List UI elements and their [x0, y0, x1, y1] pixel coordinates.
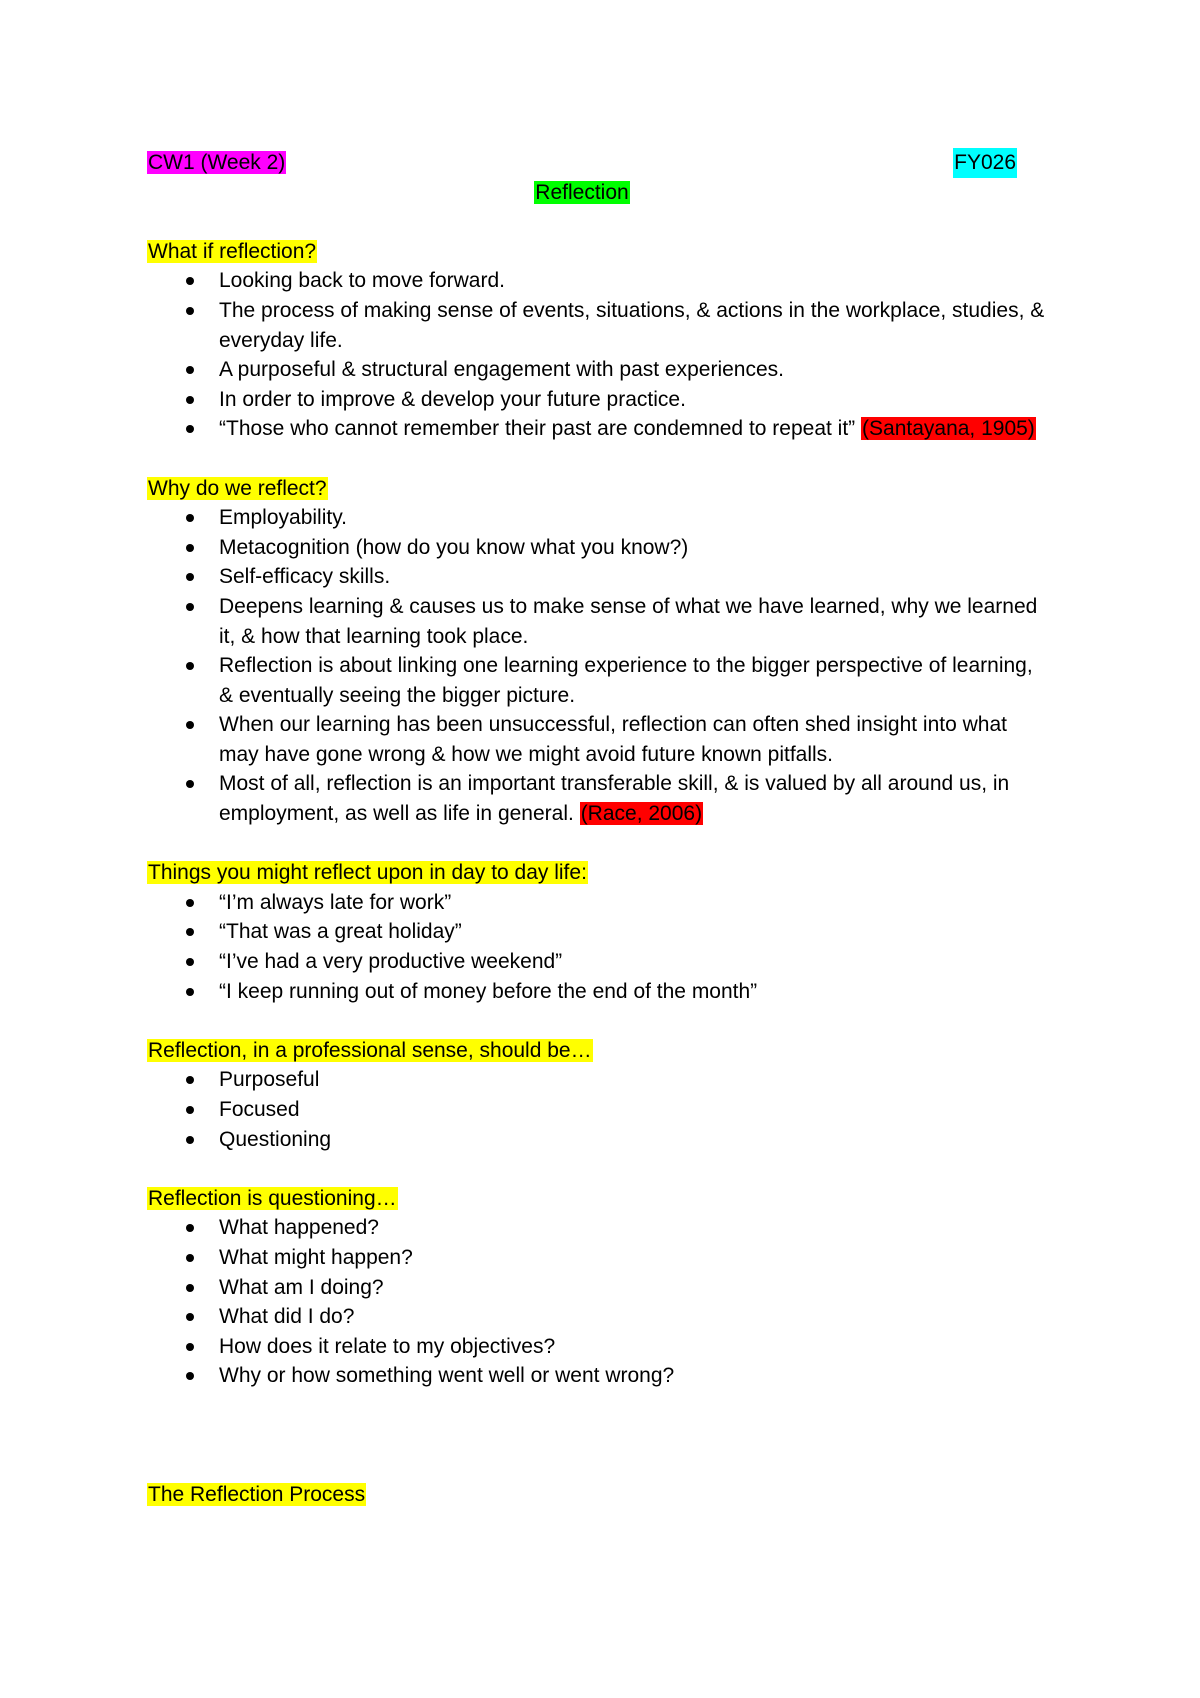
list-item: [147, 296, 1067, 355]
section-heading-text: The Reflection Process: [148, 1482, 366, 1506]
list-item-text: What am I doing?: [219, 1275, 384, 1299]
list-item: [147, 562, 1067, 592]
list-item-text: Metacognition (how do you know what you know?): [219, 535, 689, 559]
bullet-list: [147, 888, 1067, 1006]
document-body: [147, 148, 1067, 1509]
citation: (Race, 2006): [580, 802, 703, 826]
list-item-text: What did I do?: [219, 1305, 355, 1329]
list-item: [147, 769, 1067, 828]
list-item: [147, 710, 1067, 769]
list-item-text: The process of making sense of events, situations, & actions in the workplace, studies, & everyday life.: [219, 298, 1045, 352]
bullet-list: [147, 503, 1067, 829]
list-item: [147, 1065, 1067, 1095]
list-item-text: “I keep running out of money before the end of the month”: [219, 979, 758, 1003]
section-6: [147, 1480, 1067, 1510]
list-item-text: Looking back to move forward.: [219, 269, 505, 293]
list-item: [147, 1095, 1067, 1125]
list-item: [147, 355, 1067, 385]
list-item: [147, 1243, 1067, 1273]
list-item-text: Most of all, reflection is an important transferable skill, & is valued by all around us, in employment, as well as life in general.: [219, 772, 1010, 826]
section-5: [147, 1184, 1067, 1391]
list-item: [147, 503, 1067, 533]
section-heading-text: Why do we reflect?: [148, 476, 327, 500]
list-item: [147, 385, 1067, 415]
list-item-text: “That was a great holiday”: [219, 920, 462, 944]
list-item: [147, 1332, 1067, 1362]
list-item-text: Purposeful: [219, 1068, 320, 1092]
list-item-text: In order to improve & develop your future practice.: [219, 387, 686, 411]
module-code: FY026: [953, 148, 1017, 178]
list-item-text: Self-efficacy skills.: [219, 565, 391, 589]
list-item-text: Focused: [219, 1098, 300, 1121]
list-item: [147, 651, 1067, 710]
section-heading: [147, 1184, 1067, 1214]
citation: (Santayana, 1905): [862, 417, 1035, 441]
list-item: [147, 888, 1067, 918]
list-item: [147, 266, 1067, 296]
section-heading-text: Reflection is questioning…: [148, 1186, 397, 1210]
list-item-text: How does it relate to my objectives?: [219, 1334, 556, 1358]
list-item: [147, 533, 1067, 563]
section-1: [147, 237, 1067, 444]
list-item: [147, 977, 1067, 1007]
section-heading: [147, 858, 1067, 888]
title-row: [147, 178, 1067, 208]
list-item: [147, 1273, 1067, 1303]
bullet-list: [147, 1065, 1067, 1154]
section-heading-text: What if reflection?: [148, 239, 317, 263]
list-item-text: “Those who cannot remember their past are condemned to repeat it”: [219, 417, 856, 441]
bullet-list: [147, 1213, 1067, 1391]
list-item-text: “I’ve had a very productive weekend”: [219, 950, 563, 974]
page-title: Reflection: [535, 180, 629, 204]
list-item: [147, 1125, 1067, 1155]
bullet-list: [147, 266, 1067, 444]
header-row: [147, 148, 1067, 178]
section-3: [147, 858, 1067, 1006]
list-item: [147, 414, 1067, 444]
section-heading: [147, 1036, 1067, 1066]
section-4: [147, 1036, 1067, 1154]
list-item: [147, 1361, 1067, 1391]
list-item-text: Questioning: [219, 1127, 332, 1151]
section-heading: [147, 1480, 1067, 1510]
section-heading: [147, 237, 1067, 267]
list-item-text: What happened?: [219, 1216, 379, 1240]
list-item-text: Deepens learning & causes us to make sense of what we have learned, why we learned it, & how that learning took place.: [219, 594, 1038, 648]
list-item-text: When our learning has been unsuccessful, reflection can often shed insight into what may have gone wrong & how we might avoid future known pitfalls.: [219, 713, 1007, 766]
sections-container: [147, 237, 1067, 1510]
section-2: [147, 474, 1067, 829]
list-item-text: Why or how something went well or went wrong?: [219, 1364, 675, 1388]
section-heading-text: Things you might reflect upon in day to day life:: [148, 861, 587, 885]
section-heading: [147, 474, 1067, 504]
list-item-text: What might happen?: [219, 1245, 413, 1269]
list-item: [147, 1213, 1067, 1243]
course-week-label: CW1 (Week 2): [148, 151, 286, 174]
list-item: [147, 592, 1067, 651]
list-item-text: “I’m always late for work”: [219, 890, 452, 914]
list-item: [147, 917, 1067, 947]
list-item-text: A purposeful & structural engagement with past experiences.: [219, 358, 784, 382]
list-item-text: Employability.: [219, 506, 347, 530]
list-item: [147, 947, 1067, 977]
list-item-text: Reflection is about linking one learning experience to the bigger perspective of learning, & eventually seeing the bigger picture.: [219, 654, 1033, 707]
list-item: [147, 1302, 1067, 1332]
section-heading-text: Reflection, in a professional sense, should be…: [148, 1038, 592, 1062]
